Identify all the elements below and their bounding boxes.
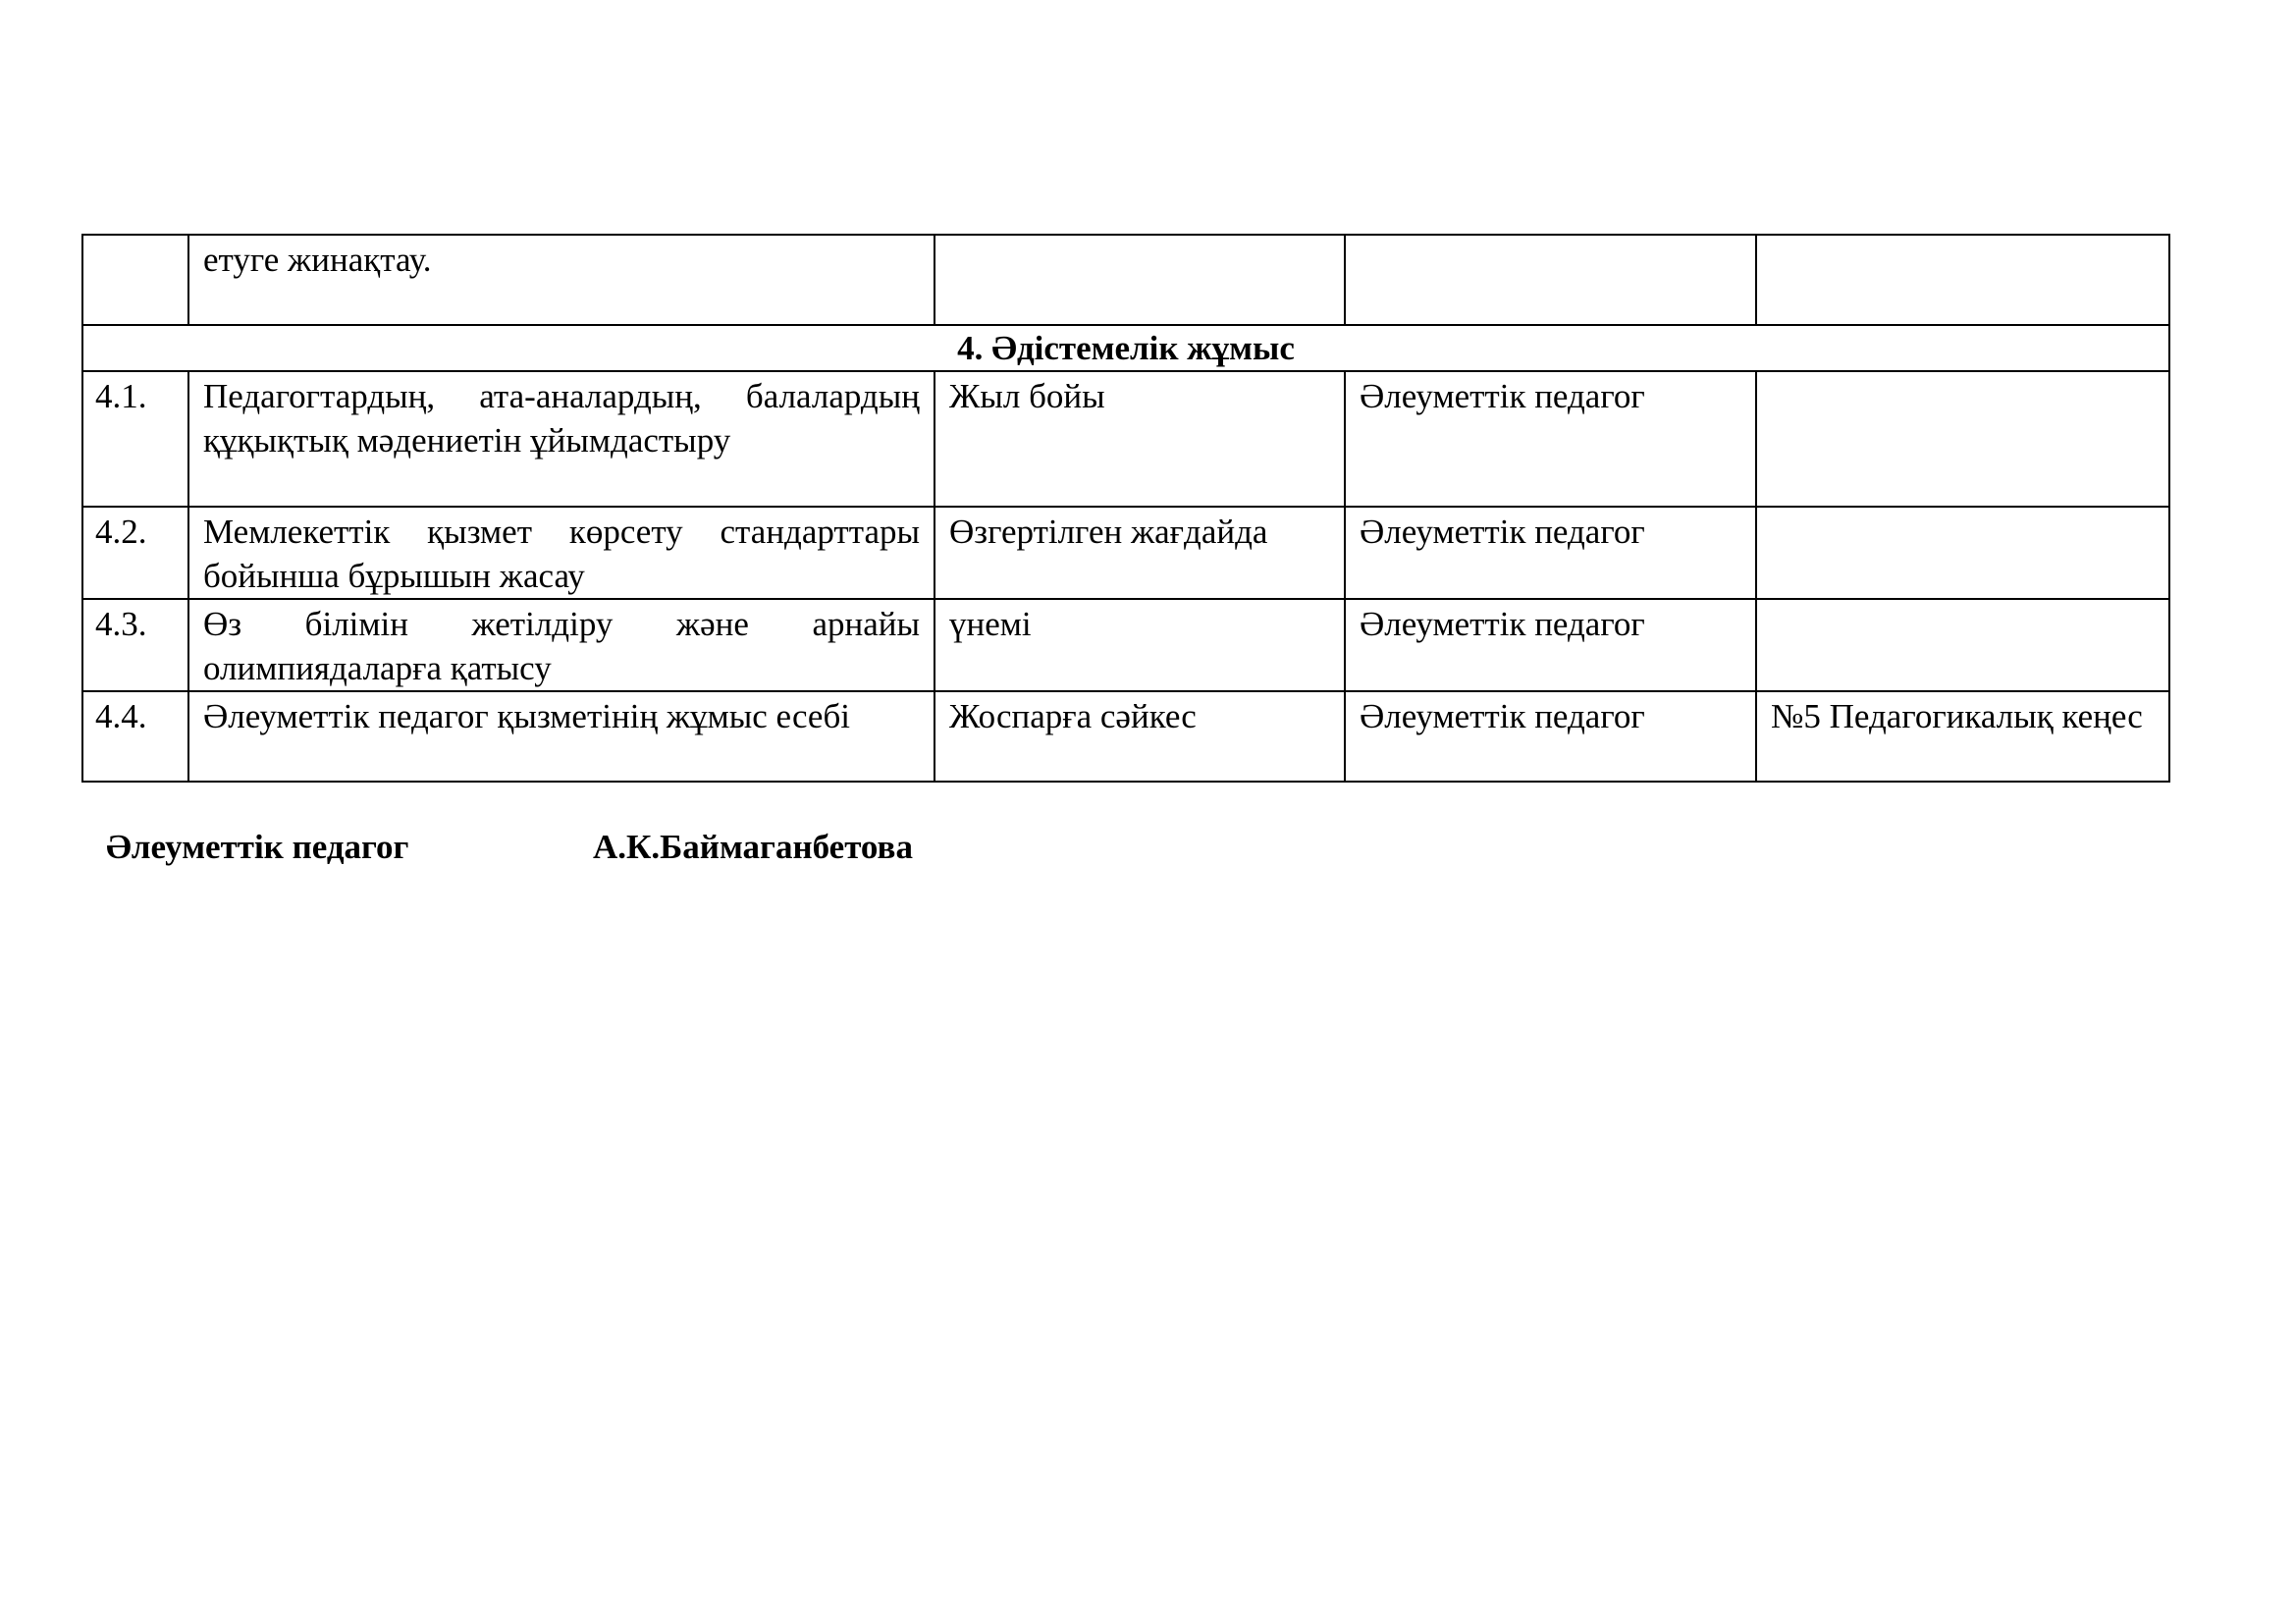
responsible-cell: Әлеуметтік педагог [1345, 507, 1756, 599]
activity-cell: Педагогтардың, ата-аналардың, балалардың құқықтық мәдениетін ұйымдастыру [188, 371, 934, 507]
row-number-cell [82, 235, 188, 325]
activity-cell: Өз білімін жетілдіру және арнайы олимпиядаларға қатысу [188, 599, 934, 691]
note-cell [1756, 371, 2169, 507]
signature-name: А.К.Баймаганбетова [593, 828, 913, 866]
table-row [82, 235, 2169, 325]
deadline-cell [934, 235, 1345, 325]
row-number-cell: 4.3. [82, 599, 188, 691]
responsible-cell: Әлеуметтік педагог [1345, 371, 1756, 507]
section-title: 4. Әдістемелік жұмыс [82, 325, 2169, 371]
activity-cell: етуге жинақтау. [188, 235, 934, 325]
responsible-cell [1345, 235, 1756, 325]
table-row [82, 507, 2169, 599]
row-number-cell: 4.4. [82, 691, 188, 782]
deadline-cell: Өзгертілген жағдайда [934, 507, 1345, 599]
signature-role: Әлеуметтік педагог [106, 828, 409, 866]
table-row [82, 371, 2169, 507]
note-cell [1756, 235, 2169, 325]
activity-cell: Әлеуметтік педагог қызметінің жұмыс есебі [188, 691, 934, 782]
responsible-cell: Әлеуметтік педагог [1345, 691, 1756, 782]
signature-block [106, 825, 913, 869]
row-number-cell: 4.2. [82, 507, 188, 599]
row-number-cell: 4.1. [82, 371, 188, 507]
note-cell [1756, 599, 2169, 691]
deadline-cell: үнемі [934, 599, 1345, 691]
work-plan-table [81, 234, 2170, 783]
deadline-cell: Жоспарға сәйкес [934, 691, 1345, 782]
activity-cell: Мемлекеттік қызмет көрсету стандарттары бойынша бұрышын жасау [188, 507, 934, 599]
note-cell [1756, 507, 2169, 599]
deadline-cell: Жыл бойы [934, 371, 1345, 507]
table-row [82, 599, 2169, 691]
section-header-row [82, 325, 2169, 371]
table-row [82, 691, 2169, 782]
note-cell: №5 Педагогикалық кеңес [1756, 691, 2169, 782]
responsible-cell: Әлеуметтік педагог [1345, 599, 1756, 691]
